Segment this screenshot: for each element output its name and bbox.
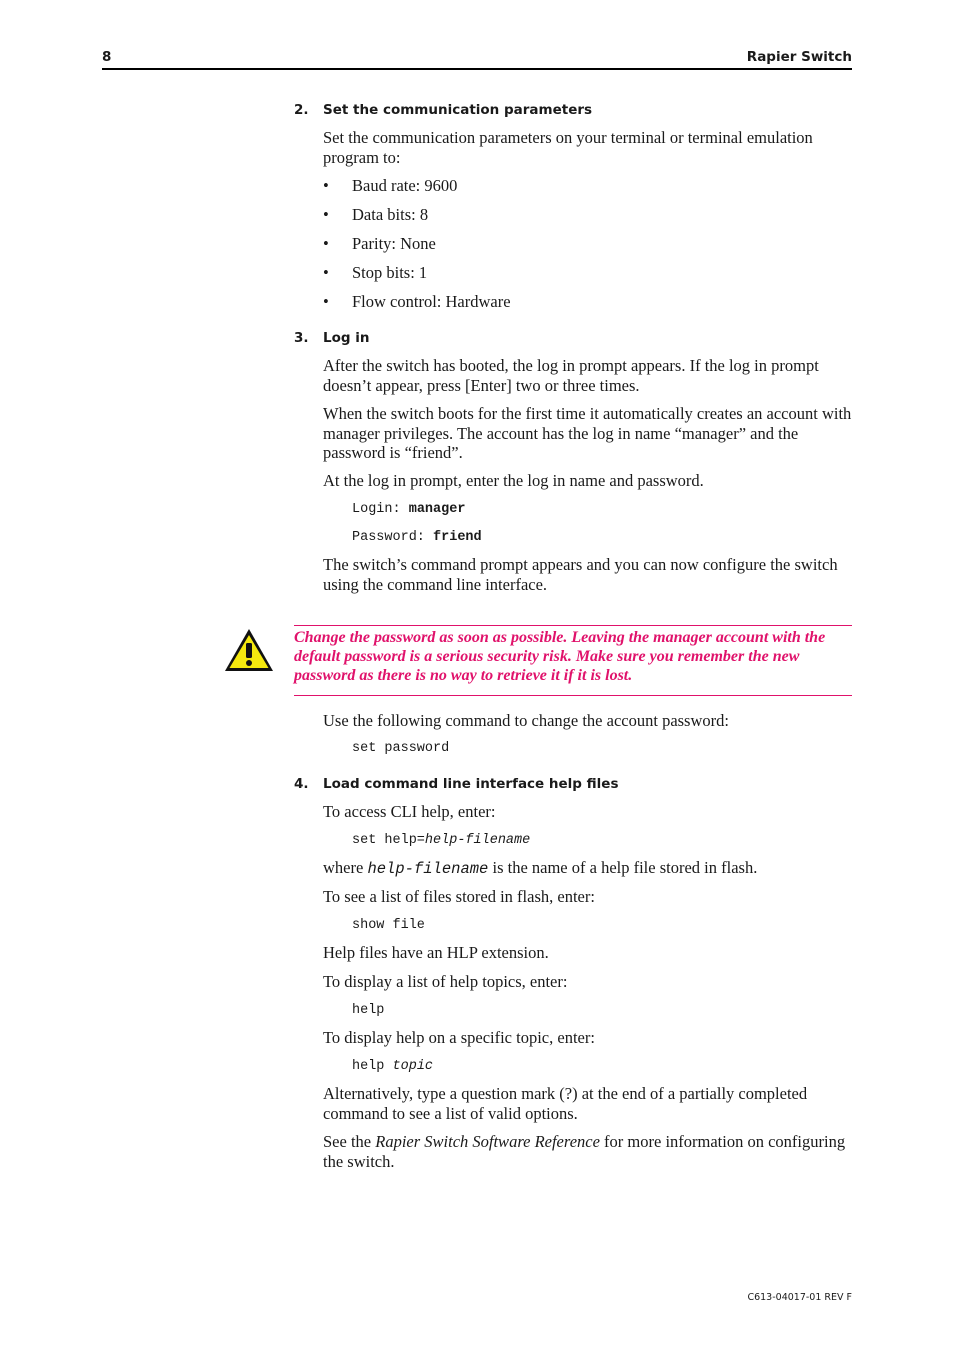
page-number: 8 bbox=[102, 49, 112, 65]
warning-top-rule bbox=[294, 625, 852, 626]
paragraph: To display help on a specific topic, enter: bbox=[323, 1028, 595, 1047]
bullet-item: • Flow control: Hardware bbox=[323, 292, 511, 311]
warning-bottom-rule bbox=[294, 695, 852, 696]
paragraph: The switch’s command prompt appears and you can now configure the switch using the command line interface. bbox=[323, 555, 838, 594]
paragraph: At the log in prompt, enter the log in name and password. bbox=[323, 471, 704, 490]
paragraph: See the Rapier Switch Software Reference for more information on configuring the switch. bbox=[323, 1132, 846, 1171]
paragraph: To see a list of files stored in flash, enter: bbox=[323, 887, 595, 906]
code-password: Password: friend bbox=[352, 530, 482, 545]
bullet-item: • Parity: None bbox=[323, 234, 436, 253]
document-id: C613-04017-01 REV F bbox=[747, 1292, 852, 1303]
code-set-password: set password bbox=[352, 741, 450, 756]
paragraph: Use the following command to change the account password: bbox=[323, 711, 729, 730]
code-login: Login: manager bbox=[352, 502, 466, 517]
code-help: help bbox=[352, 1003, 385, 1018]
step-4-heading bbox=[294, 776, 619, 792]
warning-triangle-icon bbox=[223, 626, 275, 674]
bullet-item: • Baud rate: 9600 bbox=[323, 176, 458, 195]
paragraph: To access CLI help, enter: bbox=[323, 802, 496, 821]
running-title: Rapier Switch bbox=[746, 49, 852, 65]
code-help-topic: help topic bbox=[352, 1059, 434, 1074]
step-number: 2. bbox=[294, 102, 309, 118]
paragraph: When the switch boots for the first time it automatically creates an account with manager privileges. The account has the log in name “manager” and the password is “friend”. bbox=[323, 404, 852, 462]
step-3-heading bbox=[294, 330, 369, 346]
step-number: 3. bbox=[294, 330, 309, 346]
step-title: Log in bbox=[323, 330, 370, 346]
code-set-help: set help=help-filename bbox=[352, 833, 531, 848]
reference-title: Rapier Switch Software Reference bbox=[375, 1132, 600, 1151]
header-rule bbox=[102, 68, 852, 70]
bullet-item: • Data bits: 8 bbox=[323, 205, 429, 224]
paragraph: After the switch has booted, the log in prompt appears. If the log in prompt doesn’t appear, press [Enter] two or three times. bbox=[323, 356, 819, 395]
paragraph: Alternatively, type a question mark (?) at the end of a partially completed command to see a list of valid options. bbox=[323, 1084, 808, 1123]
warning-text: Change the password as soon as possible. Leaving the manager account with the default password is a serious security risk. Make sure you remember the new password as there is no way to retrieve it if it is lost. bbox=[294, 629, 826, 684]
bullet-item: • Stop bits: 1 bbox=[323, 263, 428, 282]
paragraph: where help-filename is the name of a help file stored in flash. bbox=[323, 858, 758, 878]
paragraph: To display a list of help topics, enter: bbox=[323, 972, 568, 991]
step-number: 4. bbox=[294, 776, 309, 792]
step-title: Set the communication parameters bbox=[323, 102, 593, 118]
code-show-file: show file bbox=[352, 918, 425, 933]
step-title: Load command line interface help files bbox=[323, 776, 619, 792]
step-2-heading bbox=[294, 102, 592, 118]
paragraph: Set the communication parameters on your terminal or terminal emulation program to: bbox=[323, 128, 813, 167]
paragraph: Help files have an HLP extension. bbox=[323, 943, 549, 962]
